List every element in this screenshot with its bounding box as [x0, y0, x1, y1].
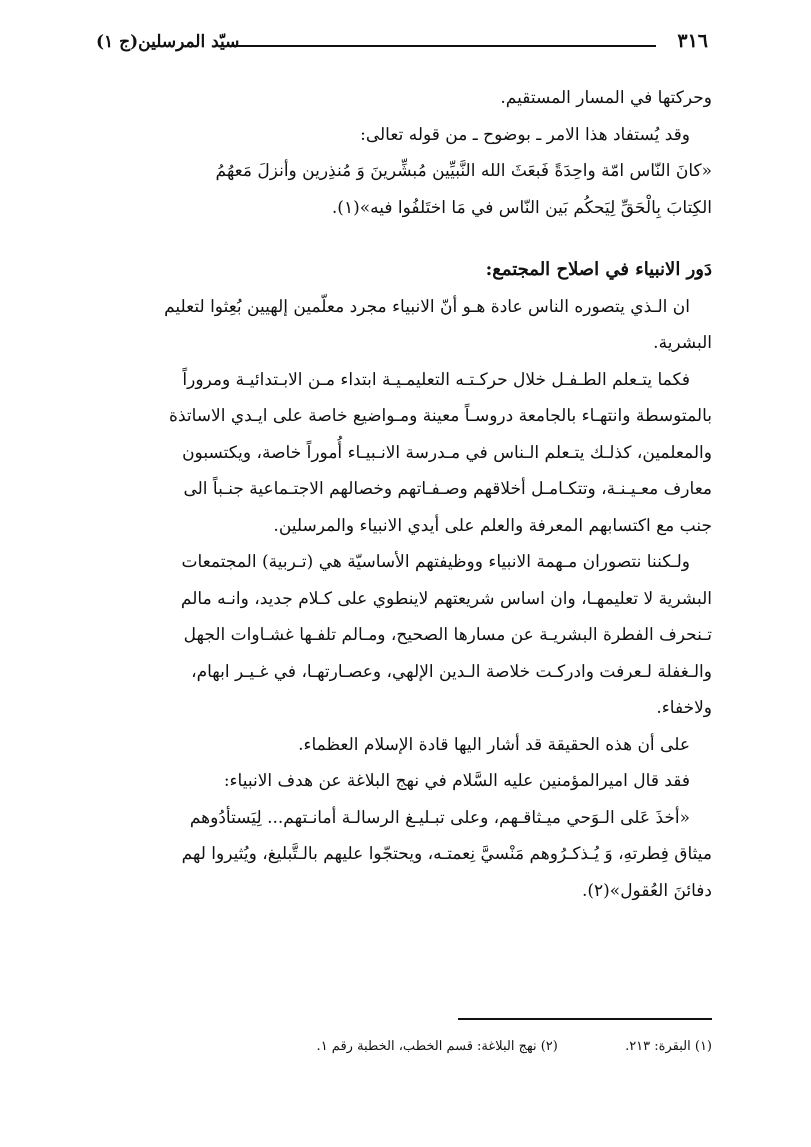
footnote-2: (٢) نهج البلاغة: قسم الخطب، الخطبة رقم ١. [316, 1039, 558, 1054]
text-line: فقد قال اميرالمؤمنين عليه السَّلام في نهج البلاغة عن هدف الانبياء: [223, 771, 690, 791]
page-number: ٣١٦ [677, 30, 708, 52]
book-title: سيّد المرسلين(ج ١) [96, 32, 240, 52]
text-line: تـنحرف الفطرة البشريـة عن مسارها الصحيح، ومـالم تلفـها غشـاوات الجهل [183, 625, 712, 645]
page-body [92, 80, 712, 909]
footnote-1: (١) البقرة: ٢١٣. [625, 1039, 712, 1054]
section-heading: دَور الانبياء في اصلاح المجتمع: [485, 259, 712, 280]
text-line: والـغفلة لـعرفت وادركـت خلاصة الـدين الإلهي، وعصـارتهـا، في غـيـر ابهام، [191, 661, 712, 682]
nahj-quote-line: «أخذَ عَلى الـوَحي ميـثاقـهم، وعلى تبـليـغ الرسالـة أمانـتهم... لِيَستأدُوهم [189, 807, 690, 828]
text-line: معارف معـيـنـة، وتتكـامـل أخلاقهم وصـفـاتهم وخصالهم الاجتـماعية جنـباً الى [183, 479, 712, 499]
footnote-rule [458, 1018, 712, 1020]
quran-quote-line: الكِتابَ بِالْحَقِّ لِيَحكُم بَين النّاس في مَا اختَلفُوا فيه»(١). [331, 197, 712, 218]
text-line: ولـكننا نتصوران مـهمة الانبياء ووظيفتهم الأساسيّة هي (تـربية) المجتمعات [181, 552, 690, 572]
nahj-quote-line: ميثاق فِطرتهِ، وَ يُـذكـرُوهم مَنْسيَّ نِعمتـه، ويحتجّوا عليهم بالـتَّبليغ، ويُثيروا لهم [181, 844, 712, 864]
text-line: والمعلمين، كذلـك يتـعلم الـناس في مـدرسة الانـبيـاء أُموراً خاصة، ويكتسبون [182, 442, 712, 463]
text-line: جنب مع اكتسابهم المعرفة والعلم على أيدي الانبياء والمرسلين. [273, 515, 712, 536]
text-line: ولاخفاء. [656, 698, 712, 718]
page-header [96, 28, 708, 62]
quran-quote-line: «كانَ النّاس امّة واحِدَةً فَبعَثَ الله النَّبيِّين مُبشِّرينَ وَ مُنذِرين وأنزلَ مَعهُمُ [215, 161, 712, 181]
text-line: البشرية. [653, 333, 712, 353]
text-line: وحركتها في المسار المستقيم. [500, 88, 712, 108]
text-line: بالمتوسطة وانتهـاء بالجامعة دروسـاً معينة ومـواضيع خاصة على ايـدي الاساتذة [169, 406, 712, 426]
text-line: البشرية لا تعليمهـا، وان اساس شريعتهم لاينطوي على كـلام جديد، وانـه مالم [180, 588, 712, 609]
text-line: على أن هذه الحقيقة قد أشار اليها قادة الإسلام العظماء. [298, 734, 690, 755]
nahj-quote-line: دفائنَ العُقول»(٢). [581, 880, 712, 901]
footnotes [134, 1036, 712, 1058]
text-line: وقد يُستفاد هذا الامر ـ بوضوح ـ من قوله تعالى: [360, 124, 690, 145]
text-line: ان الـذي يتصوره الناس عادة هـو أنّ الانبياء مجرد معلّمين إلهيين بُعِثوا لتعليم [164, 296, 690, 317]
header-rule [228, 45, 656, 47]
text-line: فكما يتـعلم الطـفـل خلال حركـتـه التعليمـيـة ابتداء مـن الابـتدائيـة ومروراً [182, 369, 690, 390]
